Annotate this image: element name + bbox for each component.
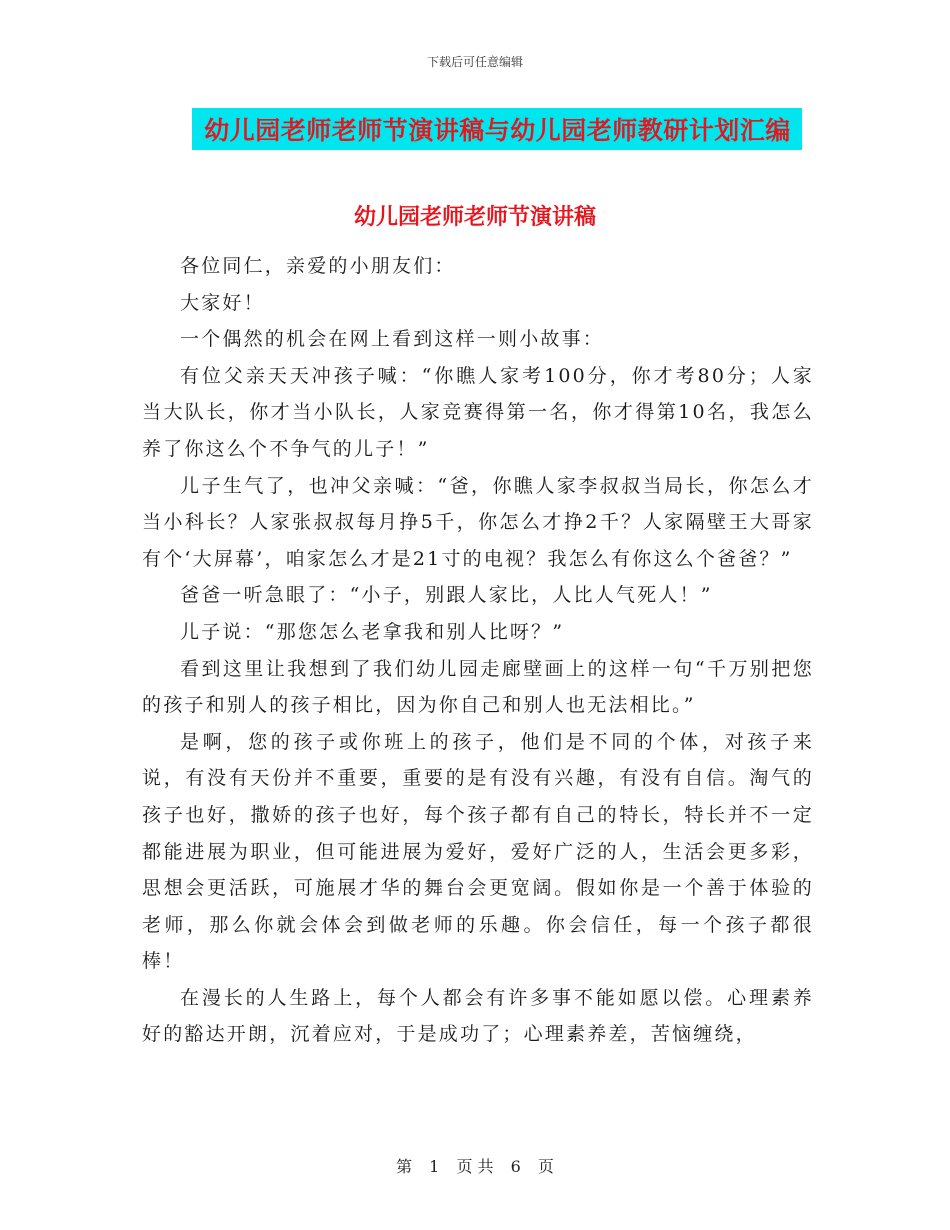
paragraph: 各位同仁，亲爱的小朋友们： bbox=[180, 255, 456, 277]
page-label-prefix: 第 bbox=[396, 1157, 413, 1176]
paragraph: 儿子说：“那您怎么老拿我和别人比呀？” bbox=[180, 620, 565, 643]
body-text bbox=[142, 248, 814, 1053]
paragraph: 大家好！ bbox=[180, 291, 265, 314]
paragraph: 爸爸一听急眼了：“小子，别跟人家比，人比人气死人！” bbox=[180, 584, 713, 607]
paragraph: 在漫长的人生路上，每个人都会有许多事不能如愿以偿。心理素养好的豁达开朗，沉着应对，于是成功了；心理素养差，苦恼缠绕， bbox=[142, 986, 814, 1046]
paragraph: 有位父亲天天冲孩子喊：“你瞧人家考100分，你才考80分；人家当大队长，你才当小队长，人家竞赛得第一名，你才得第10名，我怎么养了你这么个不争气的儿子！” bbox=[142, 364, 814, 460]
page-footer bbox=[0, 1154, 950, 1177]
paragraph: 儿子生气了，也冲父亲喊：“爸，你瞧人家李叔叔当局长，你怎么才当小科长？人家张叔叔每月挣5千，你怎么才挣2千？人家隔壁王大哥家有个‘大屏幕’，咱家怎么才是21寸的电视？我怎么有你这么个爸爸？” bbox=[142, 474, 814, 570]
section-title: 幼儿园老师老师节演讲稿 bbox=[353, 204, 596, 230]
page-label-mid: 页 共 bbox=[456, 1157, 494, 1176]
document-title: 幼儿园老师老师节演讲稿与幼儿园老师教研计划汇编 bbox=[204, 116, 791, 145]
paragraph: 一个偶然的机会在网上看到这样一则小故事： bbox=[180, 328, 605, 351]
paragraph: 看到这里让我想到了我们幼儿园走廊壁画上的这样一句“千万别把您的孩子和别人的孩子相比，因为你自己和别人也无法相比。” bbox=[142, 657, 814, 717]
page-label-suffix: 页 bbox=[537, 1157, 554, 1176]
header-note: 下载后可任意编辑 bbox=[426, 55, 523, 69]
paragraph: 是啊，您的孩子或你班上的孩子，他们是不同的个体，对孩子来说，有没有天份并不重要，重要的是有没有兴趣，有没有自信。淘气的孩子也好，撒娇的孩子也好，每个孩子都有自己的特长，特长并不一定都能进展为职业，但可能进展为爱好，爱好广泛的人，生活会更多彩，思想会更活跃，可施展才华的舞台会更宽阔。假如你是一个善于体验的老师，那么你就会体会到做老师的乐趣。你会信任，每一个孩子都很棒！ bbox=[142, 730, 814, 973]
total-pages-number: 6 bbox=[510, 1157, 521, 1176]
current-page-number: 1 bbox=[429, 1157, 440, 1176]
